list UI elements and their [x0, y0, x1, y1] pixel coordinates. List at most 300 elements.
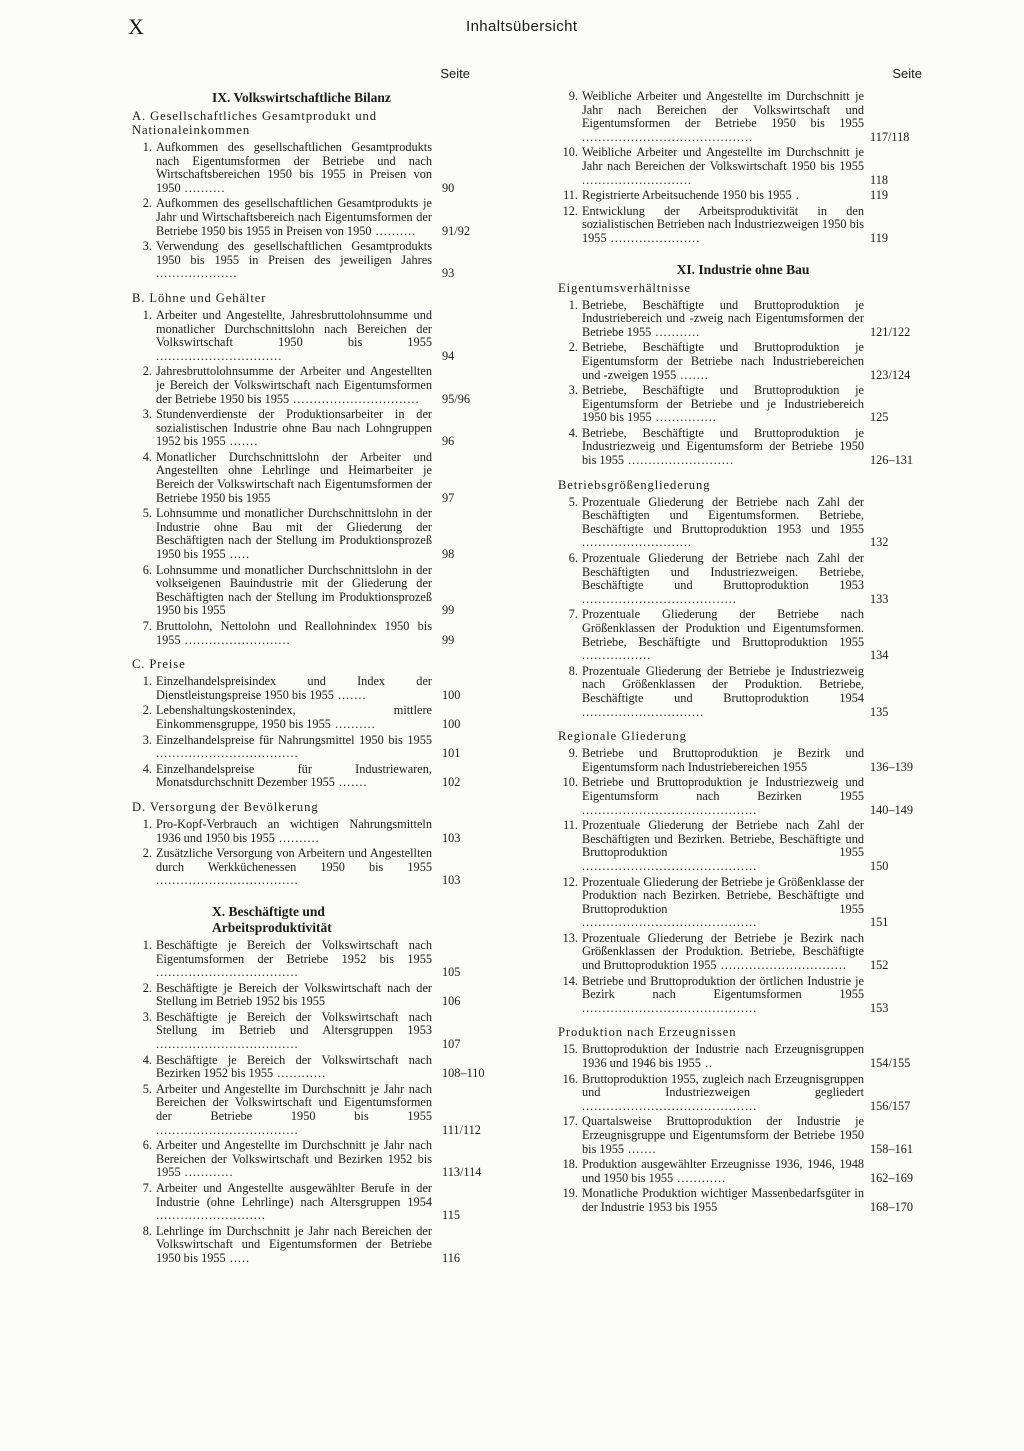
leader-dots: .......................... — [180, 632, 291, 647]
leader-dots: ................................... — [156, 746, 299, 761]
toc-entry — [132, 1081, 481, 1137]
toc-entry — [132, 196, 471, 238]
toc-entry — [132, 239, 455, 281]
entry-title-text: Zusätzliche Versorgung von Arbeitern und Angestellten durch Werkküchenessen 1950 bis 1955 — [156, 846, 432, 874]
entry-page: 162–169 — [870, 1170, 914, 1185]
entry-number: 1. — [142, 816, 152, 831]
entry-title — [582, 90, 864, 144]
entry-title-text: Einzelhandelspreisindex und Index der Dienstleistungspreise 1950 bis 1955 — [156, 674, 432, 702]
entry-title — [582, 975, 864, 1016]
entry-title-text: Arbeiter und Angestellte im Durchschnitt je Jahr nach Bereichen der Volkswirtschaft und Eigentumsformen der Betriebe 1950 bis 1955 — [156, 1081, 432, 1124]
entry-number: 11. — [563, 818, 578, 833]
entry-title — [156, 1139, 432, 1180]
toc-entry — [132, 449, 455, 505]
entry-title — [582, 1187, 864, 1214]
entry-number: 2. — [568, 340, 578, 355]
entry-number: 8. — [142, 1223, 152, 1238]
entry-number: 13. — [562, 930, 578, 945]
entry-title-text: Stundenverdienste der Produktionsarbeiter in der sozialistischen Industrie ohne Bau nach Lohngruppen 1952 bis 1955 — [156, 407, 432, 449]
entry-page: 125 — [870, 410, 889, 425]
entry-title-text: Prozentuale Gliederung der Betriebe nach Zahl der Beschäftigten und Bezirken. Betriebe, Beschäftigte und Bruttoproduktion 1955 — [582, 818, 864, 860]
entry-title — [156, 675, 432, 702]
entry-title — [582, 1043, 864, 1070]
leader-dots: ..... — [225, 547, 251, 562]
entry-title — [582, 205, 864, 246]
leader-dots: ........................... — [582, 535, 693, 550]
leader-dots: ........................................... — [582, 1098, 758, 1113]
entry-title-text: Betriebe, Beschäftigte und Bruttoproduktion je Eigentumsform der Betriebe und je Industriebereich 1950 bis 1955 — [582, 383, 864, 425]
entry-number: 4. — [568, 425, 578, 440]
entry-number: 7. — [142, 1181, 152, 1195]
entry-page: 153 — [870, 1000, 889, 1015]
leader-dots: .......... — [180, 180, 226, 195]
entry-title — [156, 763, 432, 790]
entry-title — [582, 747, 864, 774]
entry-page: 99 — [442, 603, 455, 618]
spacer — [132, 283, 444, 291]
entry-number: 15. — [562, 1042, 578, 1057]
entry-title-text: Bruttoproduktion 1955, zugleich nach Erzeugnisgruppen und Industriezweigen gegliedert — [582, 1071, 864, 1100]
entry-title-text: Arbeiter und Angestellte, Jahresbruttolohnsumme und monatlicher Durchschnittslohn nach Bereichen der Volkswirtschaft 1950 bis 1955 — [156, 307, 432, 350]
toc-entry — [558, 1187, 928, 1214]
entry-title — [582, 608, 864, 662]
entry-title-text: Betriebe, Beschäftigte und Bruttoproduktion je Eigentumsform der Betriebe nach Industriebereichen und -zweigen 1955 — [582, 340, 864, 382]
entry-page: 126–131 — [870, 453, 914, 468]
section-heading: Betriebsgrößengliederung — [558, 477, 711, 492]
section-heading: A. Gesellschaftliches Gesamtprodukt und Nationaleinkommen — [132, 109, 377, 137]
chapter-heading: X. Beschäftigte und Arbeitsproduktivität — [212, 903, 332, 935]
toc-entry — [132, 619, 455, 647]
entry-page: 111/112 — [442, 1122, 481, 1137]
toc-entry — [558, 747, 928, 774]
toc-entry — [132, 674, 461, 702]
entry-title-text: Bruttoproduktion der Industrie nach Erzeugnisgruppen 1936 und 1946 bis 1955 — [582, 1042, 864, 1071]
entry-title-text: Betriebe und Bruttoproduktion je Bezirk und Eigentumsform nach Industriebereichen 1955 — [582, 746, 864, 774]
leader-dots: .............................. — [582, 704, 705, 719]
entry-title — [156, 408, 432, 449]
entry-title — [156, 982, 432, 1009]
entry-title — [156, 564, 432, 618]
entry-number: 2. — [142, 196, 152, 211]
entry-page: 135 — [870, 704, 889, 719]
entry-number: 16. — [562, 1071, 578, 1086]
leader-dots: ............ — [273, 1066, 327, 1081]
entry-number: 6. — [142, 562, 152, 577]
entry-title — [582, 384, 864, 425]
section-heading: D. Versorgung der Bevölkerung — [132, 799, 319, 814]
entry-number: 14. — [562, 973, 578, 988]
leader-dots: ............................... — [289, 391, 420, 406]
entry-page: 103 — [442, 873, 461, 888]
entry-number: 18. — [562, 1157, 578, 1172]
leader-dots: ........... — [651, 324, 701, 339]
entry-number: 2. — [142, 846, 152, 861]
toc-entry — [558, 1115, 928, 1156]
toc-column-right — [558, 64, 928, 1217]
spacer — [558, 1017, 928, 1025]
leader-dots: ................. — [582, 648, 652, 663]
entry-title-text: Lohnsumme und monatlicher Durchschnittslohn in der volkseigenen Bauindustrie mit der Gliederung der Beschäftigten nach der Stellung im Produktionsprozeß 1950 bis 1955 — [156, 562, 432, 618]
entry-title-text: Arbeiter und Angestellte ausgewählter Berufe in der Industrie (ohne Lehrlinge) nach Altersgruppen 1954 — [156, 1181, 432, 1209]
toc-entry — [558, 1043, 928, 1070]
entry-page: 100 — [442, 687, 461, 702]
entry-title-text: Prozentuale Gliederung der Betriebe je Industriezweig nach Größenklassen der Produktion. Betriebe, Beschäftigte und Bruttoproduktion 1954 — [582, 663, 864, 705]
entry-number: 3. — [568, 383, 578, 398]
entry-title — [582, 552, 864, 606]
entry-title — [156, 704, 432, 731]
spacer — [132, 792, 444, 800]
leader-dots: ........................................... — [582, 802, 758, 817]
entry-page: 100 — [442, 716, 461, 731]
entry-title — [156, 734, 432, 761]
leader-dots: ...................................... — [582, 591, 737, 606]
entry-number: 10. — [562, 775, 578, 790]
chapter-heading: IX. Volkswirtschaftliche Bilanz — [212, 90, 391, 105]
entry-title — [156, 197, 432, 238]
toc-entry — [558, 1158, 928, 1185]
leader-dots: .. — [700, 1056, 714, 1071]
entry-title-text: Prozentuale Gliederung der Betriebe nach Größenklassen der Produktion und Eigentumsformen. Betriebe, Beschäftigte und Bruttoproduktion 1955 — [582, 607, 864, 649]
toc-entry — [132, 506, 455, 562]
leader-dots: .......... — [371, 223, 417, 238]
toc-entry — [558, 427, 928, 468]
toc-entry — [558, 496, 928, 550]
entry-page: 107 — [442, 1037, 461, 1052]
entry-page: 93 — [442, 266, 455, 281]
entry-number: 9. — [568, 746, 578, 761]
entry-title-text: Prozentuale Gliederung der Betriebe je Größenklasse der Produktion nach Bezirken. Betriebe, Beschäftigte und Bruttoproduktion 1955 — [582, 874, 864, 916]
entry-page: 113/114 — [442, 1165, 482, 1180]
entry-page: 103 — [442, 830, 461, 845]
entry-page: 151 — [870, 915, 889, 930]
section-heading: C. Preise — [132, 657, 186, 672]
page-number: X — [128, 14, 145, 39]
seite-label-right: Seite — [892, 66, 922, 81]
entry-number: 3. — [142, 732, 152, 747]
entry-title-text: Betriebe, Beschäftigte und Bruttoproduktion je Industriebereich und -zweig nach Eigentumsformen der Betriebe 1955 — [582, 297, 864, 339]
leader-dots: ................................... — [156, 1122, 299, 1137]
entry-title-text: Monatlicher Durchschnittslohn der Arbeiter und Angestellten ohne Lehrlinge und Heimarbeiter je Bereich der Volkswirtschaft nach Eigentumsformen der Betriebe 1950 bis 1955 — [156, 449, 432, 505]
entry-page: 94 — [442, 348, 455, 363]
leader-dots: ........................... — [156, 1208, 267, 1223]
entry-title-text: Einzelhandelspreise für Industriewaren, Monatsdurchschnitt Dezember 1955 — [156, 761, 432, 790]
entry-title — [582, 776, 864, 817]
leader-dots: .......... — [330, 716, 376, 731]
toc-entry — [132, 1223, 460, 1266]
toc-entry — [558, 384, 928, 425]
entry-title — [582, 496, 864, 550]
entry-number: 1. — [568, 297, 578, 312]
toc-entry — [558, 299, 928, 340]
toc-entry — [558, 932, 928, 973]
entry-title-text: Weibliche Arbeiter und Angestellte im Durchschnitt je Jahr nach Bereichen der Volkswirtschaft und Eigentumsformen der Betriebe 1950 bis 1955 — [582, 89, 864, 131]
entry-title-text: Prozentuale Gliederung der Betriebe nach Zahl der Beschäftigten und Eigentumsformen. Betriebe, Beschäftigte und Bruttoproduktion 1953 und 1955 — [582, 494, 864, 536]
entry-title — [582, 932, 864, 973]
toc-entry — [558, 608, 928, 662]
entry-number: 5. — [142, 1081, 152, 1096]
entry-page: 123/124 — [870, 367, 911, 382]
toc-entry — [132, 307, 455, 363]
entry-page: 98 — [442, 547, 455, 562]
section-heading: Regionale Gliederung — [558, 729, 687, 744]
entry-number: 4. — [142, 449, 152, 464]
entry-page: 152 — [870, 958, 889, 973]
spacer — [132, 649, 444, 657]
entry-page: 119 — [870, 230, 888, 245]
entry-page: 95/96 — [442, 391, 471, 406]
entry-title — [156, 847, 432, 888]
entry-title-text: Produktion ausgewählter Erzeugnisse 1936, 1946, 1948 und 1950 bis 1955 — [582, 1157, 864, 1185]
entry-number: 8. — [568, 663, 578, 678]
entry-number: 12. — [562, 874, 578, 889]
entry-page: 106 — [442, 994, 461, 1009]
entry-number: 5. — [568, 494, 578, 509]
toc-entry — [132, 364, 471, 406]
entry-page: 90 — [442, 180, 455, 195]
entry-number: 1. — [142, 307, 152, 322]
toc-entry — [132, 407, 455, 449]
entry-title — [582, 427, 864, 468]
entry-number: 19. — [562, 1186, 578, 1201]
entry-number: 6. — [568, 551, 578, 566]
section-heading: Eigentumsverhältnisse — [558, 280, 691, 295]
entry-number: 1. — [142, 140, 152, 154]
toc-entry — [132, 937, 461, 980]
leader-dots: ....... — [225, 434, 259, 449]
entry-page: 96 — [442, 434, 455, 449]
entry-title-text: Betriebe, Beschäftigte und Bruttoproduktion je Industriezweig und Eigentumsform der Betriebe 1950 bis 1955 — [582, 425, 864, 468]
entry-title-text: Bruttolohn, Nettolohn und Reallohnindex 1950 bis 1955 — [156, 619, 432, 647]
entry-title — [156, 620, 432, 647]
entry-page: 118 — [870, 172, 888, 187]
entry-page: 134 — [870, 648, 889, 663]
toc-entry — [132, 980, 461, 1009]
entry-title — [156, 939, 432, 980]
leader-dots: ........................................... — [582, 1000, 758, 1015]
toc-entry — [558, 205, 928, 246]
toc-entry — [558, 90, 928, 144]
entry-title — [156, 507, 432, 561]
entry-title-text: Lebenshaltungskostenindex, mittlere Einkommensgruppe, 1950 bis 1955 — [156, 703, 432, 731]
toc-entry — [558, 876, 928, 930]
spacer — [558, 470, 928, 478]
toc-entry — [132, 732, 461, 761]
entry-title — [582, 1073, 864, 1114]
toc-entry — [132, 140, 455, 195]
toc-entry — [132, 1181, 460, 1223]
entry-number: 7. — [568, 607, 578, 622]
section-heading: B. Löhne und Gehälter — [132, 290, 267, 305]
entry-title-text: Registrierte Arbeitsuchende 1950 bis 1955 — [582, 188, 792, 203]
entry-title — [156, 141, 432, 195]
entry-page: 102 — [442, 775, 461, 790]
entry-title-text: Pro-Kopf-Verbrauch an wichtigen Nahrungsmitteln 1936 und 1950 bis 1955 — [156, 816, 432, 845]
toc-entry — [132, 1052, 485, 1081]
entry-page: 97 — [442, 490, 455, 505]
leader-dots: ....... — [624, 1141, 657, 1156]
leader-dots: .......... — [274, 830, 320, 845]
leader-dots: ..... — [225, 1250, 251, 1265]
leader-dots: .................... — [156, 266, 238, 281]
entry-title-text: Prozentuale Gliederung der Betriebe je Bezirk nach Größenklassen der Produktion. Betriebe, Beschäftigte und Bruttoproduktion 1955 — [582, 930, 864, 973]
entry-number: 6. — [142, 1138, 152, 1153]
entry-title-text: Betriebe und Bruttoproduktion der örtlichen Industrie je Bezirk nach Eigentumsformen 1955 — [582, 973, 864, 1002]
toc-list-left — [132, 90, 485, 1266]
entry-page: 158–161 — [870, 1141, 914, 1156]
leader-dots: ................................... — [156, 965, 299, 980]
entry-title — [156, 1011, 432, 1052]
leader-dots: ............................... — [156, 348, 283, 363]
toc-entry — [558, 819, 928, 873]
toc-entry — [132, 1009, 461, 1052]
entry-page: 132 — [870, 535, 889, 550]
page-header-title: Inhaltsübersicht — [466, 18, 578, 35]
entry-title — [156, 309, 432, 363]
leader-dots: ............ — [673, 1170, 727, 1185]
leader-dots: ................................... — [156, 873, 299, 888]
entry-title-text: Lehrlinge im Durchschnitt je Jahr nach Bereichen der Volkswirtschaft und Eigentumsformen der Betriebe 1950 bis 1955 — [156, 1223, 432, 1265]
toc-entry — [132, 846, 461, 888]
leader-dots: ............... — [651, 410, 717, 425]
toc-entry — [132, 562, 455, 618]
entry-page: 119 — [870, 188, 888, 203]
leader-dots: ...................... — [606, 230, 701, 245]
entry-page: 115 — [442, 1208, 460, 1223]
toc-entry — [558, 1073, 928, 1114]
entry-title-text: Lohnsumme und monatlicher Durchschnittslohn in der Industrie ohne Bau mit der Gliederung der Beschäftigten nach der Stellung im Produktionsprozeß 1950 bis 1955 — [156, 506, 432, 562]
entry-title-text: Beschäftigte je Bereich der Volkswirtschaft nach der Stellung im Betrieb 1952 bis 1955 — [156, 980, 432, 1009]
toc-entry — [558, 552, 928, 606]
entry-number: 1. — [142, 674, 152, 689]
entry-title — [156, 818, 432, 845]
toc-entry — [558, 776, 928, 817]
entry-number: 3. — [142, 407, 152, 422]
entry-title — [156, 1083, 432, 1137]
entry-title-text: Aufkommen des gesellschaftlichen Gesamtprodukts je Jahr und Wirtschaftsbereich nach Eigentumsformen der Betriebe 1950 bis 1955 in Preisen von 1950 — [156, 196, 432, 238]
entry-page: 99 — [442, 632, 455, 647]
entry-number: 12. — [562, 203, 578, 218]
toc-entry — [132, 816, 461, 845]
entry-title — [156, 1225, 432, 1266]
entry-page: 156/157 — [870, 1098, 911, 1113]
entry-page: 91/92 — [442, 223, 471, 238]
leader-dots: .......................................... — [582, 129, 754, 144]
entry-number: 9. — [568, 89, 578, 103]
entry-title-text: Arbeiter und Angestellte im Durchschnitt je Jahr nach Bereichen der Volkswirtschaft und Bezirken 1952 bis 1955 — [156, 1138, 432, 1180]
leader-dots: ........................... — [582, 172, 693, 187]
entry-title — [582, 189, 864, 203]
leader-dots: ....... — [676, 367, 709, 382]
entry-title — [582, 1158, 864, 1185]
toc-entry — [132, 703, 461, 731]
entry-title — [582, 665, 864, 719]
toc-entry — [558, 189, 928, 203]
seite-label-left: Seite — [440, 66, 470, 81]
entry-page: 140–149 — [870, 802, 914, 817]
entry-title-text: Beschäftigte je Bereich der Volkswirtschaft nach Eigentumsformen der Betriebe 1952 bis 1955 — [156, 937, 432, 966]
entry-title-text: Jahresbruttolohnsumme der Arbeiter und Angestellten je Bereich der Volkswirtschaft nach Eigentumsformen der Betriebe 1950 bis 1955 — [156, 364, 432, 406]
entry-number: 7. — [142, 619, 152, 633]
entry-title — [156, 1182, 432, 1223]
entry-number: 17. — [562, 1114, 578, 1129]
entry-title — [156, 451, 432, 505]
entry-title-text: Beschäftigte je Bereich der Volkswirtschaft nach Stellung im Betrieb und Altersgruppen 1953 — [156, 1009, 432, 1038]
entry-number: 2. — [142, 980, 152, 995]
entry-title — [582, 1115, 864, 1156]
entry-number: 11. — [563, 188, 578, 203]
entry-title — [582, 819, 864, 873]
entry-number: 4. — [142, 1052, 152, 1067]
spacer — [558, 721, 928, 729]
entry-title-text: Beschäftigte je Bereich der Volkswirtschaft nach Bezirken 1952 bis 1955 — [156, 1052, 432, 1081]
section-heading: Produktion nach Erzeugnissen — [558, 1025, 737, 1040]
entry-page: 116 — [442, 1250, 460, 1265]
leader-dots: ................................... — [156, 1037, 299, 1052]
entry-page: 117/118 — [870, 129, 910, 144]
entry-title — [156, 240, 432, 281]
entry-title — [156, 365, 432, 406]
toc-column-left — [132, 64, 485, 1268]
entry-title — [582, 299, 864, 340]
entry-page: 105 — [442, 965, 461, 980]
toc-entry — [558, 975, 928, 1016]
entry-title-text: Einzelhandelspreise für Nahrungsmittel 1950 bis 1955 — [156, 732, 432, 747]
leader-dots: ............ — [180, 1165, 234, 1180]
entry-number: 3. — [142, 1009, 152, 1024]
entry-page: 154/155 — [870, 1056, 911, 1071]
entry-title-text: Betriebe und Bruttoproduktion je Industriezweig und Eigentumsform nach Bezirken 1955 — [582, 775, 864, 803]
entry-page: 101 — [442, 746, 461, 761]
toc-entry — [132, 1138, 482, 1180]
leader-dots: ........................................... — [582, 915, 758, 930]
toc-entry — [558, 665, 928, 719]
entry-number: 2. — [142, 703, 152, 718]
entry-title-text: Prozentuale Gliederung der Betriebe nach Zahl der Beschäftigten und Industriezweigen. Betriebe, Beschäftigte und Bruttoproduktion 1953 — [582, 551, 864, 593]
entry-title-text: Verwendung des gesellschaftlichen Gesamtprodukts 1950 bis 1955 in Preisen des jeweiligen Jahres — [156, 239, 432, 267]
entry-number: 2. — [142, 364, 152, 379]
entry-title — [582, 876, 864, 930]
entry-title-text: Monatliche Produktion wichtiger Massenbedarfsgüter in der Industrie 1953 bis 1955 — [582, 1186, 864, 1214]
entry-number: 3. — [142, 239, 152, 254]
entry-page: 150 — [870, 858, 889, 873]
spacer — [132, 890, 444, 904]
entry-title — [582, 146, 864, 187]
entry-page: 136–139 — [870, 759, 914, 774]
entry-page: 133 — [870, 591, 889, 606]
toc-entry — [132, 761, 461, 790]
entry-number: 4. — [142, 761, 152, 776]
toc-list-right — [558, 90, 928, 1215]
entry-number: 10. — [562, 145, 578, 160]
toc-entry — [558, 146, 928, 187]
entry-title-text: Entwicklung der Arbeitsproduktivität in den sozialistischen Betrieben nach Industriezweigen 1950 bis 1955 — [582, 203, 864, 245]
leader-dots: .......................... — [624, 453, 735, 468]
entry-title-text: Quartalsweise Bruttoproduktion der Industrie je Erzeugnisgruppe und Eigentumsform der Betriebe 1950 bis 1955 — [582, 1114, 864, 1156]
entry-page: 108–110 — [442, 1066, 485, 1081]
leader-dots: ....... — [334, 775, 368, 790]
leader-dots: ............................... — [716, 958, 847, 973]
entry-page: 168–170 — [870, 1199, 914, 1214]
entry-number: 1. — [142, 937, 152, 952]
entry-number: 5. — [142, 506, 152, 521]
spacer — [558, 248, 928, 262]
leader-dots: ....... — [333, 687, 367, 702]
chapter-heading: XI. Industrie ohne Bau — [676, 261, 810, 277]
entry-title — [582, 341, 864, 382]
entry-page: 121/122 — [870, 324, 911, 339]
toc-entry — [558, 341, 928, 382]
entry-title — [156, 1054, 432, 1081]
